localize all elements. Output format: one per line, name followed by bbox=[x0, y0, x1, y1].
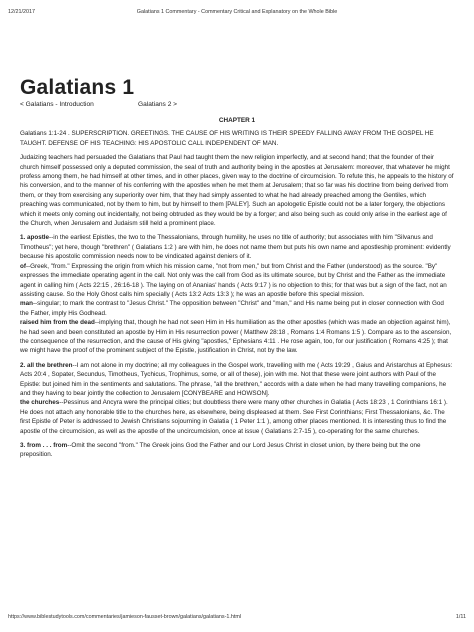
page-number: 1/11 bbox=[455, 614, 466, 620]
print-date: 12/21/2017 bbox=[8, 9, 35, 15]
churches-term: the churches bbox=[20, 399, 60, 407]
prev-chapter-link[interactable]: < Galatians - Introduction bbox=[20, 101, 94, 108]
raised-term: raised him from the dead bbox=[20, 319, 95, 327]
page-title: Galatians 1 bbox=[20, 76, 135, 99]
raised-text: --implying that, though he had not seen Him in His humiliation as the other apostles (which was made an objection against him), he had seen and been constituted an apostle by Him in His resurrection power ( Matthew 28:18 , Romans 1:4 Romans 1:5 ). Compare as to the ascension, the consequence of the resurrection, and the cause of His giving "apostles," Ephesians 4:11 . He rose again, too, for our justification ( Romans 4:25 ); that we might have the proof of the prominent subject of the Epistle, justification in Christ, not by the law. bbox=[20, 319, 452, 355]
source-url: https://www.biblestudytools.com/commentaries/jamieson-fausset-brown/galatians/galatians-1.html bbox=[8, 614, 242, 620]
man-text: --singular; to mark the contrast to "Jesus Christ." The opposition between "Christ" and "man," and His name being put in closer connection with God the Father, imply His Godhead. bbox=[20, 300, 444, 317]
print-header bbox=[8, 9, 466, 19]
verse-3-term: 3. from . . . from bbox=[20, 442, 68, 449]
verse-1-paragraph bbox=[20, 233, 454, 355]
print-doc-title: Galatians 1 Commentary - Commentary Critical and Explanatory on the Whole Bible bbox=[136, 9, 338, 15]
verse-2-text: --I am not alone in my doctrine; all my colleagues in the Gospel work, travelling with me ( Acts 19:29 , Gaius and Aristarchus at Ephesus: Acts 20:4 , Sopater, Secundus, Timotheus, Tychicus, Trophimus, some, or all of these), join with me. Not that these were joint authors with Paul of the Epistle: but joined him in the sentiments and salutations. The phrase, "all the brethren," accords with a date when he had many travelling companions, he and they having to bear jointly the collection to Jerusalem [CONYBEARE and HOWSON]. bbox=[20, 361, 453, 397]
churches-text: --Pessinus and Ancyra were the principal cities; but doubtless there were many other churches in Galatia ( Acts 18:23 , 1 Corinthians 16:1 ). He does not attach any honorable title to the churches here, as elsewhere, being displeased at them. See First Corinthians; First Thessalonians, &c. The first Epistle of Peter is addressed to Jewish Christians sojourning in Galatia ( 1 Peter 1:1 ), among other places mentioned. It is interesting thus to find the apostle of the circumcision, as well as the apostle of the uncircumcision, once at issue ( Galatians 2:7-15 ), co-operating for the same churches. bbox=[20, 399, 448, 435]
verse-3-paragraph bbox=[20, 441, 454, 460]
intro-paragraph: Judaizing teachers had persuaded the Galatians that Paul had taught them the new religion imperfectly, and at second hand; that the founder of their church himself possessed only a deputed commission, the seal of truth and authority being in the apostles at Jerusalem: moreover, that whatever he might profess among them, he had himself at other times, and in other places, given way to the doctrine of circumcision. To refute this, he appeals to the history of his conversion, and to the manner of his conferring with the apostles when he met them at Jerusalem; that so far was his doctrine from being derived from them, or they from exercising any superiority over him, that they had simply assented to what he had already preached among the Gentiles, which preaching was communicated, not by them to him, but by himself to them [PALEY]. Such an apologetic Epistle could not be a later forgery, the objections which it meets only coming out incidentally, not being obtruded as they would be by a forger; and also being such as could only arise in the earliest age of the Church, when Jerusalem and Judaism still held a prominent place. bbox=[20, 154, 454, 228]
verse-1-term: 1. apostle bbox=[20, 234, 50, 242]
next-chapter-link[interactable]: Galatians 2 > bbox=[138, 101, 178, 108]
superscription-paragraph: Galatians 1:1-24 . SUPERSCRIPTION. GREETINGS. THE CAUSE OF HIS WRITING IS THEIR SPEEDY FALLING AWAY FROM THE GOSPEL HE TAUGHT. DEFENSE OF HIS TEACHING: HIS APOSTOLIC CALL INDEPENDENT OF MAN. bbox=[20, 130, 434, 147]
verse-3-text: --Omit the second "from." The Greek joins God the Father and our Lord Jesus Christ in closet union, by there being but the one preposition. bbox=[20, 442, 421, 459]
chapter-heading: CHAPTER 1 bbox=[218, 117, 256, 124]
of-term: of bbox=[20, 262, 26, 270]
print-footer bbox=[8, 614, 466, 624]
man-term: man bbox=[20, 300, 33, 308]
verse-2-paragraph bbox=[20, 361, 454, 436]
of-text: --Greek, "from." Expressing the origin from which his mission came, "not from men," but from Christ and the Father (understood) as the source. "By" expresses the immediate operating agent in the call. Not only was the call from God as its ultimate source, but by Christ and the Father as the immediate agent in calling him ( Acts 22:15 , 26:16-18 ). The laying on of Ananias' hands ( Acts 9:17 ) is no objection to this; for that was but a sign of the fact, not an assisting cause. So the Holy Ghost calls him specially ( Acts 13:2 Acts 13:3 ); he was an apostle before this special mission. bbox=[20, 262, 447, 298]
commentary-body bbox=[20, 116, 454, 465]
verse-2-term: 2. all the brethren bbox=[20, 361, 73, 369]
verse-1-text: --in the earliest Epistles, the two to the Thessalonians, through humility, he uses no title of authority; but associates with him "Silvanus and Timotheus"; yet here, though "brethren" ( Galatians 1:2 ) are with him, he does not name them but puts his own name and apostleship prominent: evidently because his apostolic commission needs now to be vindicated against deniers of it. bbox=[20, 234, 451, 261]
